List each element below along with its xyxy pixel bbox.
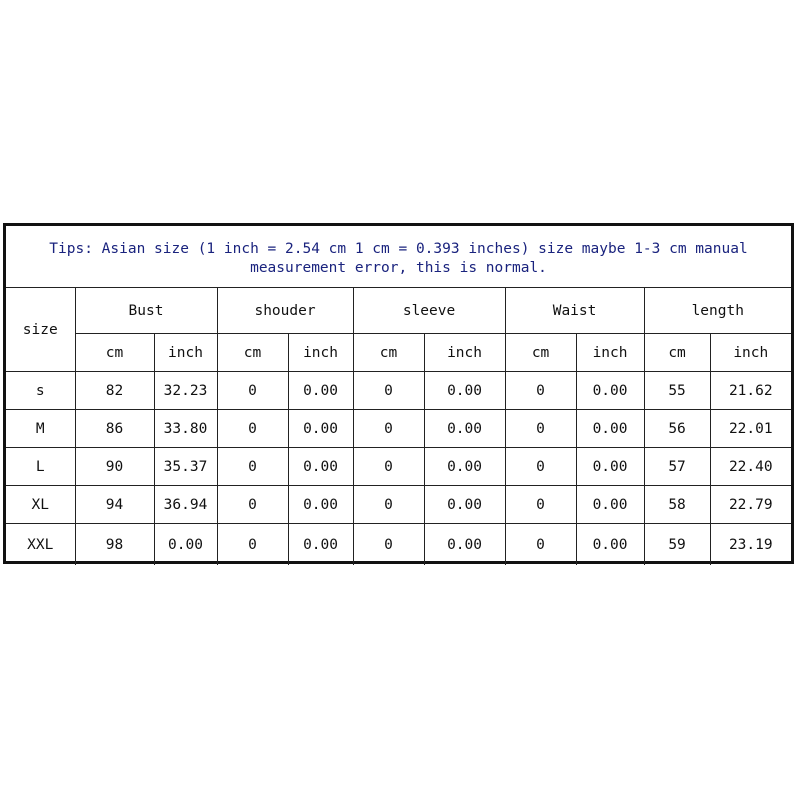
sleeve-inch-cell: 0.00 — [424, 486, 505, 524]
waist-cm-cell: 0 — [505, 410, 576, 448]
bust-header: Bust — [75, 288, 217, 334]
shoulder-cm-cell: 0 — [217, 448, 288, 486]
table-row — [6, 448, 791, 486]
shoulder-cm-cell: 0 — [217, 410, 288, 448]
tips-line-1: Tips: Asian size (1 inch = 2.54 cm 1 cm = 0.393 inches) size maybe 1-3 cm manual — [49, 241, 748, 257]
waist-inch-cell: 0.00 — [576, 410, 644, 448]
bust-inch-cell: 0.00 — [154, 524, 217, 566]
unit-inch: inch — [424, 334, 505, 372]
waist-header: Waist — [505, 288, 644, 334]
unit-cm: cm — [505, 334, 576, 372]
shoulder-cm-cell: 0 — [217, 486, 288, 524]
size-cell: s — [6, 372, 75, 410]
table-row — [6, 372, 791, 410]
bust-cm-cell: 90 — [75, 448, 154, 486]
size-table — [6, 288, 791, 565]
sleeve-cm-cell: 0 — [353, 410, 424, 448]
length-inch-cell: 23.19 — [710, 524, 791, 566]
shoulder-inch-cell: 0.00 — [288, 448, 353, 486]
table-row — [6, 410, 791, 448]
unit-cm: cm — [644, 334, 710, 372]
waist-inch-cell: 0.00 — [576, 486, 644, 524]
shoulder-inch-cell: 0.00 — [288, 372, 353, 410]
size-cell: L — [6, 448, 75, 486]
waist-inch-cell: 0.00 — [576, 372, 644, 410]
bust-cm-cell: 94 — [75, 486, 154, 524]
length-cm-cell: 56 — [644, 410, 710, 448]
size-chart-frame — [3, 223, 794, 564]
sleeve-inch-cell: 0.00 — [424, 448, 505, 486]
tips-line-2: measurement error, this is normal. — [250, 260, 547, 276]
unit-cm: cm — [353, 334, 424, 372]
bust-inch-cell: 33.80 — [154, 410, 217, 448]
length-cm-cell: 59 — [644, 524, 710, 566]
bust-inch-cell: 35.37 — [154, 448, 217, 486]
sleeve-cm-cell: 0 — [353, 524, 424, 566]
shoulder-header: shouder — [217, 288, 353, 334]
unit-inch: inch — [288, 334, 353, 372]
sleeve-inch-cell: 0.00 — [424, 524, 505, 566]
waist-cm-cell: 0 — [505, 372, 576, 410]
sleeve-inch-cell: 0.00 — [424, 372, 505, 410]
bust-inch-cell: 36.94 — [154, 486, 217, 524]
bust-inch-cell: 32.23 — [154, 372, 217, 410]
shoulder-inch-cell: 0.00 — [288, 486, 353, 524]
unit-inch: inch — [154, 334, 217, 372]
unit-header-row — [6, 334, 791, 372]
length-cm-cell: 57 — [644, 448, 710, 486]
waist-inch-cell: 0.00 — [576, 524, 644, 566]
size-cell: M — [6, 410, 75, 448]
shoulder-inch-cell: 0.00 — [288, 410, 353, 448]
unit-cm: cm — [75, 334, 154, 372]
shoulder-cm-cell: 0 — [217, 524, 288, 566]
sleeve-header: sleeve — [353, 288, 505, 334]
size-cell: XXL — [6, 524, 75, 566]
unit-inch: inch — [710, 334, 791, 372]
size-cell: XL — [6, 486, 75, 524]
unit-cm: cm — [217, 334, 288, 372]
tips-note — [6, 226, 791, 288]
table-row — [6, 486, 791, 524]
bust-cm-cell: 82 — [75, 372, 154, 410]
group-header-row — [6, 288, 791, 334]
sleeve-cm-cell: 0 — [353, 448, 424, 486]
unit-inch: inch — [576, 334, 644, 372]
length-inch-cell: 21.62 — [710, 372, 791, 410]
length-header: length — [644, 288, 791, 334]
sleeve-cm-cell: 0 — [353, 372, 424, 410]
sleeve-inch-cell: 0.00 — [424, 410, 505, 448]
size-header: size — [6, 288, 75, 372]
bust-cm-cell: 98 — [75, 524, 154, 566]
length-inch-cell: 22.01 — [710, 410, 791, 448]
shoulder-cm-cell: 0 — [217, 372, 288, 410]
sleeve-cm-cell: 0 — [353, 486, 424, 524]
length-cm-cell: 55 — [644, 372, 710, 410]
waist-cm-cell: 0 — [505, 486, 576, 524]
length-cm-cell: 58 — [644, 486, 710, 524]
shoulder-inch-cell: 0.00 — [288, 524, 353, 566]
bust-cm-cell: 86 — [75, 410, 154, 448]
table-row — [6, 524, 791, 566]
length-inch-cell: 22.79 — [710, 486, 791, 524]
length-inch-cell: 22.40 — [710, 448, 791, 486]
waist-cm-cell: 0 — [505, 448, 576, 486]
waist-cm-cell: 0 — [505, 524, 576, 566]
waist-inch-cell: 0.00 — [576, 448, 644, 486]
